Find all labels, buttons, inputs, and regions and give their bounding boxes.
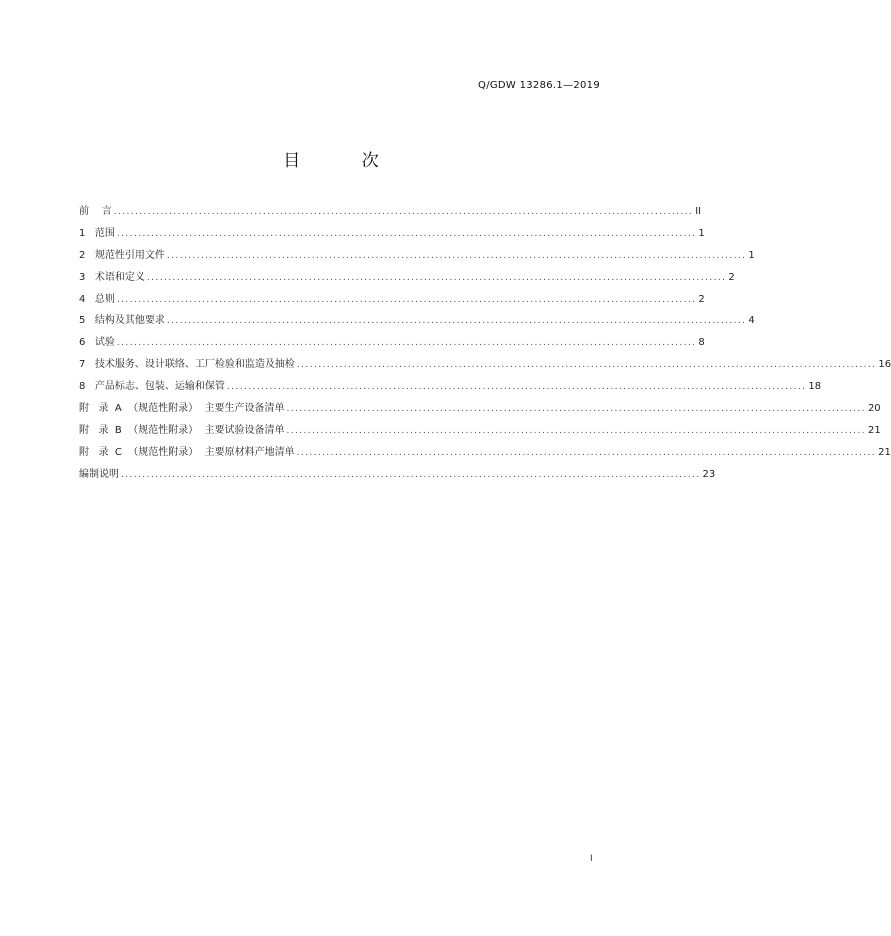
toc-item-appendix-b[interactable] [79,421,881,443]
toc-item-compilation-notes[interactable] [79,465,716,487]
toc-item-page: 21 [878,446,891,458]
toc-item-label: 附 录 B （规范性附录） 主要试验设备清单 [79,424,285,436]
toc-item-marking-packing[interactable] [79,377,822,399]
toc-item-appendix-a[interactable] [79,399,881,421]
toc-item-page: 8 [698,337,705,349]
dot-leader: ........................................................................................................................................ [296,447,877,458]
toc-item-page: 4 [748,315,755,327]
dot-leader: ........................................................................................................................................ [113,207,694,217]
toc-item-page: 23 [702,468,716,480]
toc-item-tests[interactable] [79,333,705,355]
toc-item-page: 2 [698,293,705,305]
toc-item-label: 4 总则 [79,293,115,305]
toc-item-page: 20 [867,403,881,415]
toc-item-label: 编制说明 [79,468,119,480]
toc-item-label: 附 录 A （规范性附录） 主要生产设备清单 [79,403,285,415]
dot-leader: ........................................................................................................................................ [226,382,807,393]
toc-item-label: 3 术语和定义 [79,271,145,283]
toc-item-page: II [695,206,702,217]
toc-item-label: 7 技术服务、设计联络、工厂检验和监造及抽检 [79,359,295,371]
table-of-contents [79,202,891,487]
toc-item-appendix-c[interactable] [79,443,891,465]
dot-leader: ........................................................................................................................................ [296,360,877,371]
toc-item-page: 2 [728,271,735,283]
dot-leader: ........................................................................................................................................ [116,294,697,305]
dot-leader: ........................................................................................................................................ [166,250,747,261]
toc-item-page: 21 [867,424,881,436]
dot-leader: ........................................................................................................................................ [116,338,697,349]
dot-leader: ........................................................................................................................................ [166,316,747,327]
toc-item-terms-definitions[interactable] [79,268,735,290]
toc-item-label: 6 试验 [79,337,115,349]
dot-leader: ........................................................................................................................................ [121,469,701,480]
toc-item-label: 1 范围 [79,227,115,239]
toc-item-normative-references[interactable] [79,246,755,268]
toc-item-page: 1 [698,227,705,239]
toc-item-page: 1 [748,249,755,261]
dot-leader: ........................................................................................................................................ [286,425,866,436]
toc-item-label: 5 结构及其他要求 [79,315,165,327]
toc-item-page: 18 [808,381,822,393]
dot-leader: ........................................................................................................................................ [116,228,697,239]
toc-item-label: 2 规范性引用文件 [79,249,165,261]
toc-item-structure[interactable] [79,311,755,333]
document-code: Q/GDW 13286.1—2019 [478,80,600,91]
toc-item-foreword[interactable] [79,202,702,224]
page-number: I [590,854,593,864]
toc-item-scope[interactable] [79,224,705,246]
toc-item-page: 16 [878,359,891,371]
toc-item-general[interactable] [79,290,705,312]
page-title: 目 次 [283,151,407,171]
toc-item-label: 前 言 [79,206,112,217]
toc-item-label: 附 录 C （规范性附录） 主要原材料产地清单 [79,446,295,458]
dot-leader: ........................................................................................................................................ [146,272,727,283]
toc-item-label: 8 产品标志、包装、运输和保管 [79,381,225,393]
dot-leader: ........................................................................................................................................ [286,404,866,415]
toc-item-technical-service[interactable] [79,355,891,377]
